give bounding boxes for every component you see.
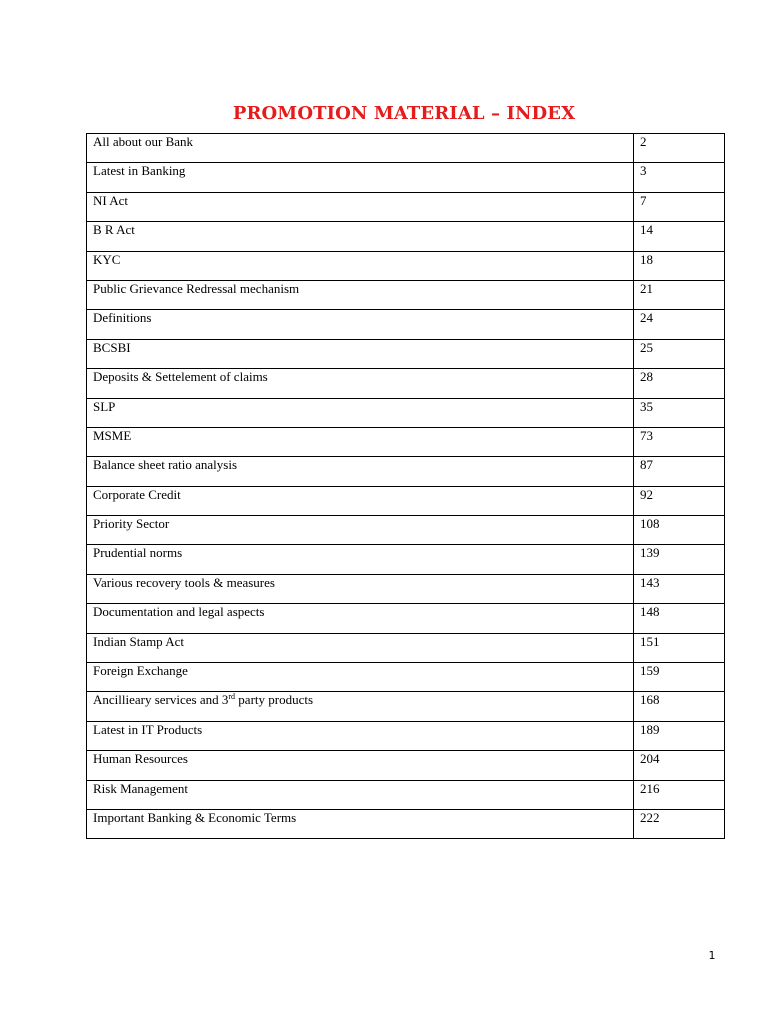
- index-row: [87, 574, 725, 603]
- index-topic: Prudential norms: [87, 545, 634, 574]
- index-row: [87, 486, 725, 515]
- index-topic: All about our Bank: [87, 134, 634, 163]
- index-page-number: 204: [634, 751, 725, 780]
- index-topic: MSME: [87, 427, 634, 456]
- index-topic: Indian Stamp Act: [87, 633, 634, 662]
- index-row: [87, 398, 725, 427]
- index-topic: Latest in Banking: [87, 163, 634, 192]
- index-topic-text: Ancillieary services and 3: [93, 692, 229, 708]
- index-row: [87, 222, 725, 251]
- index-page-number: 159: [634, 663, 725, 692]
- index-topic: [87, 692, 634, 721]
- index-page-number: 148: [634, 604, 725, 633]
- index-page-number: 92: [634, 486, 725, 515]
- index-row: [87, 692, 725, 721]
- index-page-number: 189: [634, 721, 725, 750]
- index-page-number: 216: [634, 780, 725, 809]
- page-title: PROMOTION MATERIAL – INDEX: [232, 103, 576, 124]
- index-page-number: 151: [634, 633, 725, 662]
- index-row: [87, 751, 725, 780]
- index-page-number: 28: [634, 369, 725, 398]
- index-page-number: 108: [634, 516, 725, 545]
- index-page-number: 25: [634, 339, 725, 368]
- index-row: [87, 192, 725, 221]
- index-topic: Documentation and legal aspects: [87, 604, 634, 633]
- index-page-number: 21: [634, 280, 725, 309]
- index-row: [87, 134, 725, 163]
- index-topic: Public Grievance Redressal mechanism: [87, 280, 634, 309]
- index-row: [87, 251, 725, 280]
- index-row: [87, 427, 725, 456]
- index-topic: BCSBI: [87, 339, 634, 368]
- page-number: 1: [708, 949, 716, 962]
- index-topic: Important Banking & Economic Terms: [87, 809, 634, 838]
- index-row: [87, 516, 725, 545]
- index-table-body: [87, 134, 725, 839]
- index-page-number: 87: [634, 457, 725, 486]
- index-page-number: 139: [634, 545, 725, 574]
- index-page-number: 143: [634, 574, 725, 603]
- index-topic: Corporate Credit: [87, 486, 634, 515]
- index-topic: SLP: [87, 398, 634, 427]
- index-row: [87, 780, 725, 809]
- index-page-number: 222: [634, 809, 725, 838]
- index-topic: NI Act: [87, 192, 634, 221]
- index-row: [87, 663, 725, 692]
- index-topic: Foreign Exchange: [87, 663, 634, 692]
- index-topic-text-continued: party products: [235, 692, 314, 708]
- index-topic: Priority Sector: [87, 516, 634, 545]
- index-page-number: 18: [634, 251, 725, 280]
- index-row: [87, 163, 725, 192]
- index-row: [87, 633, 725, 662]
- index-page-number: 3: [634, 163, 725, 192]
- index-page-number: 35: [634, 398, 725, 427]
- index-row: [87, 604, 725, 633]
- index-table: [86, 133, 725, 839]
- index-row: [87, 369, 725, 398]
- index-topic-superscript: rd: [228, 692, 236, 702]
- index-page-number: 7: [634, 192, 725, 221]
- index-page-number: 14: [634, 222, 725, 251]
- index-row: [87, 809, 725, 838]
- index-row: [87, 457, 725, 486]
- index-page-number: 73: [634, 427, 725, 456]
- index-row: [87, 280, 725, 309]
- index-page-number: 24: [634, 310, 725, 339]
- index-topic: Risk Management: [87, 780, 634, 809]
- index-topic: Latest in IT Products: [87, 721, 634, 750]
- index-topic: B R Act: [87, 222, 634, 251]
- index-row: [87, 310, 725, 339]
- index-row: [87, 339, 725, 368]
- index-topic: Various recovery tools & measures: [87, 574, 634, 603]
- index-page-number: 168: [634, 692, 725, 721]
- index-topic: Definitions: [87, 310, 634, 339]
- index-topic: Balance sheet ratio analysis: [87, 457, 634, 486]
- index-topic: Human Resources: [87, 751, 634, 780]
- index-page-number: 2: [634, 134, 725, 163]
- index-row: [87, 721, 725, 750]
- index-topic: KYC: [87, 251, 634, 280]
- index-row: [87, 545, 725, 574]
- index-topic: Deposits & Settelement of claims: [87, 369, 634, 398]
